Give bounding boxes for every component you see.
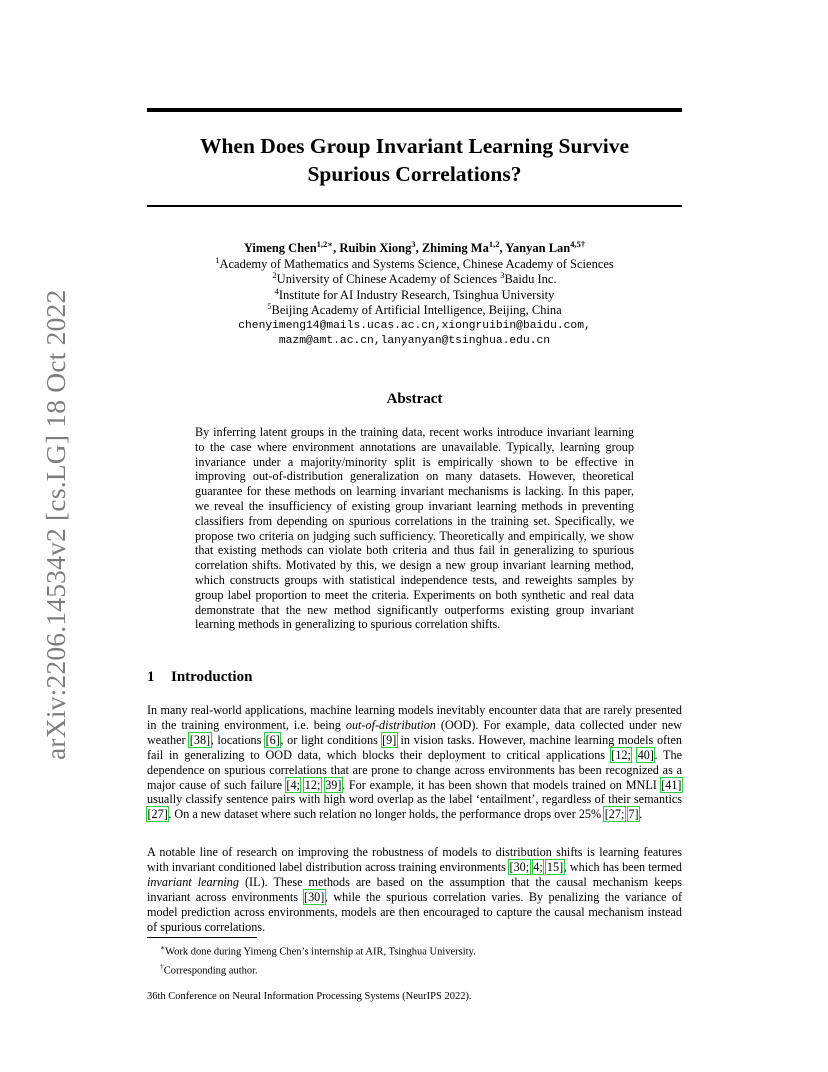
author-4-affil: 4,5† [570,238,586,249]
affiliation-1: $^1$Academy of Mathematics and Systems Science, Chinese Academy of Sciences [215,254,614,271]
section-number: 1 [147,669,155,685]
citation-link[interactable]: [41] [661,777,682,792]
author-3-affil: 1,2 [488,238,500,249]
affiliation-2-3: $^2$University of Chinese Academy of Sciences $^3$Baidu Inc. [272,269,557,286]
citation-link[interactable]: [9] [382,732,397,747]
title-rule-top [147,108,682,112]
author-4: Yanyan Lan [505,241,571,255]
author-block [147,238,682,350]
abstract-heading: Abstract [386,391,443,407]
paper-title [147,132,682,188]
footnote-1: ∗Work done during Yimeng Chen’s internship at AIR, Tsinghua University. [160,943,476,958]
intro-paragraph-2: A notable line of research on improving the robustness of models to distribution shifts is learning features with invariant conditioned label distribution across training environments [30; 4; 15], which has been termed invariant learning (IL). These methods are based on the assumption that the causal mechanism keeps invariant across environments [30], while the spurious correlation varies. By penalizing the variance of model prediction across environments, models are then encouraged to capture the causal mechanism instead of spurious correlations. [147,845,683,934]
author-1-mark: ∗ [327,238,334,249]
abstract-body: By inferring latent groups in the training data, recent works introduce invariant learning to the case where environment annotations are unavailable. Typically, learning group invariance under a majority/minority split is empirically shown to be effective in improving out-of-distribution generalization on many datasets. However, theoretical guarantee for these methods on learning invariant mechanisms is lacking. In this paper, we reveal the insufficiency of existing group invariant learning methods in preventing classifiers from depending on spurious correlations in the training set. Specifically, we propose two criteria on judging such sufficiency. Theoretically and empirically, we show that existing methods can violate both criteria and thus fail in generalizing to spurious correlation shifts. Motivated by this, we design a new group invariant learning method, which constructs groups with statistical independence tests, and reweights samples by group label proportion to meet the criteria. Experiments on both synthetic and real data demonstrate that the new method significantly outperforms existing group invariant learning methods in generalizing to spurious correlation shifts. [195,425,634,632]
footnotes [160,941,476,978]
affiliation-4: $^4$Institute for AI Industry Research, Tsinghua University [274,285,555,302]
author-emails-line-1: chenyimeng14@mails.ucas.ac.cn,xiongruibin@baidu.com, [238,319,591,332]
title-rule-bottom [147,205,682,207]
author-emails-line-2: mazm@amt.ac.cn,lanyanyan@tsinghua.edu.cn [278,335,551,347]
title-line-1: When Does Group Invariant Learning Survive [199,134,630,158]
author-1: Yimeng Chen [243,241,317,255]
conference-footer: 36th Conference on Neural Information Processing Systems (NeurIPS 2022). [147,991,472,1002]
author-3: Zhiming Ma [421,241,489,255]
footnote-2: †Corresponding author. [160,961,258,976]
author-2-affil: 3 [411,238,416,249]
author-1-affil: 1,2 [316,238,328,249]
author-names: Yimeng Chen$^{1,2∗}$, Ruibin Xiong$^3$, Zhiming Ma$^{1,2}$, Yanyan Lan$^{4,5\dagger}$ [243,238,586,255]
title-line-2: Spurious Correlations? [307,162,522,186]
citation-link[interactable]: [4; 12; 39] [286,777,342,792]
affiliation-5: $^5$Beijing Academy of Artificial Intelligence, Beijing, China [267,300,562,317]
intro-paragraph-1: In many real-world applications, machine learning models inevitably encounter data that are rarely presented in the training environment, i.e. being out-of-distribution (OOD). For example, data collected under new weather [38], locations [6], or light conditions [9] in vision tasks. However, machine learning models often fail in generalizing to OOD data, which blocks their deployment to critical applications [12; 40]. The dependence on spurious correlations that are prone to change across environments has been recognized as a major cause of such failure [4; 12; 39]. For example, it has been shown that models trained on MNLI [41] usually classify sentence pairs with high word overlap as the label ‘entailment’, regardless of their semantics [27]. On a new dataset where such relation no longer holds, the performance drops over 25% [27; 7]. [147,703,683,822]
citation-link[interactable]: [12; 40] [611,747,654,762]
section-title: Introduction [171,669,253,685]
citation-link[interactable]: [30; 4; 15] [509,859,564,874]
citation-link[interactable]: [30] [304,889,325,904]
section-heading-introduction [147,669,252,686]
citation-link[interactable]: [27] [147,807,168,822]
arxiv-identifier-stamp: arXiv:2206.14534v2 [cs.LG] 18 Oct 2022 [40,289,71,760]
citation-link[interactable]: [27; 7] [604,807,639,822]
footnote-rule [147,937,257,938]
citation-link[interactable]: [6] [265,732,280,747]
author-2: Ruibin Xiong [339,241,412,255]
citation-link[interactable]: [38] [189,732,211,747]
